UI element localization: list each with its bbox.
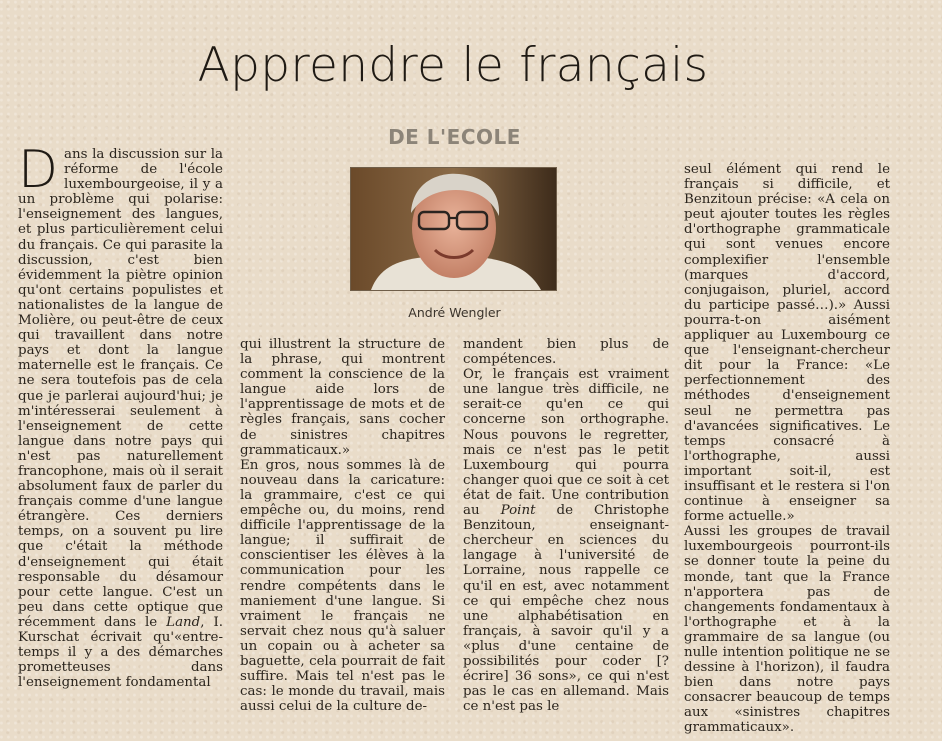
article-title: Apprendre le français xyxy=(197,38,709,93)
paragraph-text: de Christophe Benzitoun, enseignant-chercheur en sciences du langage à l'université de Lorraine, nous rappelle ce qu'il en est, avec notamment ce qui empêche chez nous une alphabétisation en français, à savoir qu'il y a «plus d'une centaine de possibilités pour coder [?écrire] 36 sons», ce qui n'est pas le cas en allemand. Mais ce n'est pas le xyxy=(463,503,669,715)
paragraph-text: , I. Kurschat écrivait qu'«entre-temps il y a des démarches prometteuses dans l'enseignement fondamental xyxy=(18,614,223,691)
section-label: DE L'ECOLE xyxy=(388,125,521,149)
article-column-2 xyxy=(240,337,445,714)
paragraph: Aussi les groupes de travail luxembourgeois pourront-ils se donner toute la peine du monde, tant que la France n'apportera pas de changements fondamentaux à l'orthographe et à la grammaire de sa langue (ou nulle intention politique ne se dessine à l'horizon), il faudra bien dans notre pays consacrer beaucoup de temps aux «sinistres chapitres grammaticaux». xyxy=(684,524,890,736)
paragraph-text: Or, le français est vraiment une langue très difficile, ne serait-ce qu'en ce qui concerne son orthographe. Nous pouvons le regretter, mais ce n'est pas le petit Luxembourg qui pourra changer quoi que ce soit à cet état de fait. Une contribution au xyxy=(463,367,669,519)
publication-name: Land xyxy=(166,614,201,630)
paragraph-text: ans la discussion sur la réforme de l'école luxembourgeoise, il y a un problème qui polarise: l'enseignement des langues, et plus particulièrement celui du français. Ce qui parasite la discussion, c'est bien évidemment la piètre opinion qu'ont certains populistes et nationalistes de la langue de Molière, ou peut-être de ceux qui travaillent dans notre pays et dont la langue maternelle est le français. Ce ne sera toutefois pas de cela que je parlerai aujourd'hui; je m'intéresserai seulement à l'enseignement de cette langue dans notre pays qui n'est pas naturellement francophone, mais où il serait absolument faux de parler du français comme d'une langue étrangère. Ces derniers temps, on a souvent pu lire que c'était la méthode d'enseignement qui était responsable du désamour pour cette langue. C'est un peu dans cette optique que récemment dans le xyxy=(18,147,223,630)
drop-cap: D xyxy=(18,140,59,200)
photo-caption: André Wengler xyxy=(408,305,501,320)
article-column-3 xyxy=(463,337,669,714)
paragraph: mandent bien plus de compétences. xyxy=(463,337,669,368)
paragraph: qui illustrent la structure de la phrase, qui montrent comment la conscience de la langue aide lors de l'apprentissage de mots et de règles français, sans cocher de sinistres chapitres grammaticaux.» xyxy=(240,337,445,458)
paragraph: seul élément qui rend le français si difficile, et Benzitoun précise: «A cela on peut ajouter toutes les règles d'orthographe grammaticale qui sont venues encore complexifier l'ensemble (marques d'accord, conjugaison, pluriel, accord du participe passé…).» Aussi pourra-t-on aisément appliquer au Luxembourg ce que l'enseignant-chercheur dit pour la France: «Le perfectionnement des méthodes d'enseignement seul ne permettra pas d'avancées significatives. Le temps consacré à l'orthographe, aussi important soit-il, est insuffisant et le restera si l'on continue à enseigner sa forme actuelle.» xyxy=(684,162,890,525)
article-column-4 xyxy=(684,162,890,736)
paragraph xyxy=(463,367,669,714)
author-photo xyxy=(350,167,557,291)
publication-name: Point xyxy=(500,503,536,519)
paragraph xyxy=(18,140,223,691)
article-column-1 xyxy=(18,140,223,691)
paragraph: En gros, nous sommes là de nouveau dans la caricature: la grammaire, c'est ce qui empêche ou, du moins, rend difficile l'apprentissage de la langue; il suffirait de conscientiser les élèves à la communication pour les rendre compétents dans le maniement d'une langue. Si vraiment le français ne servait chez nous qu'à saluer un copain ou à acheter sa baguette, cela pourrait de fait suffire. Mais tel n'est pas le cas: le monde du travail, mais aussi celui de la culture de- xyxy=(240,457,445,715)
